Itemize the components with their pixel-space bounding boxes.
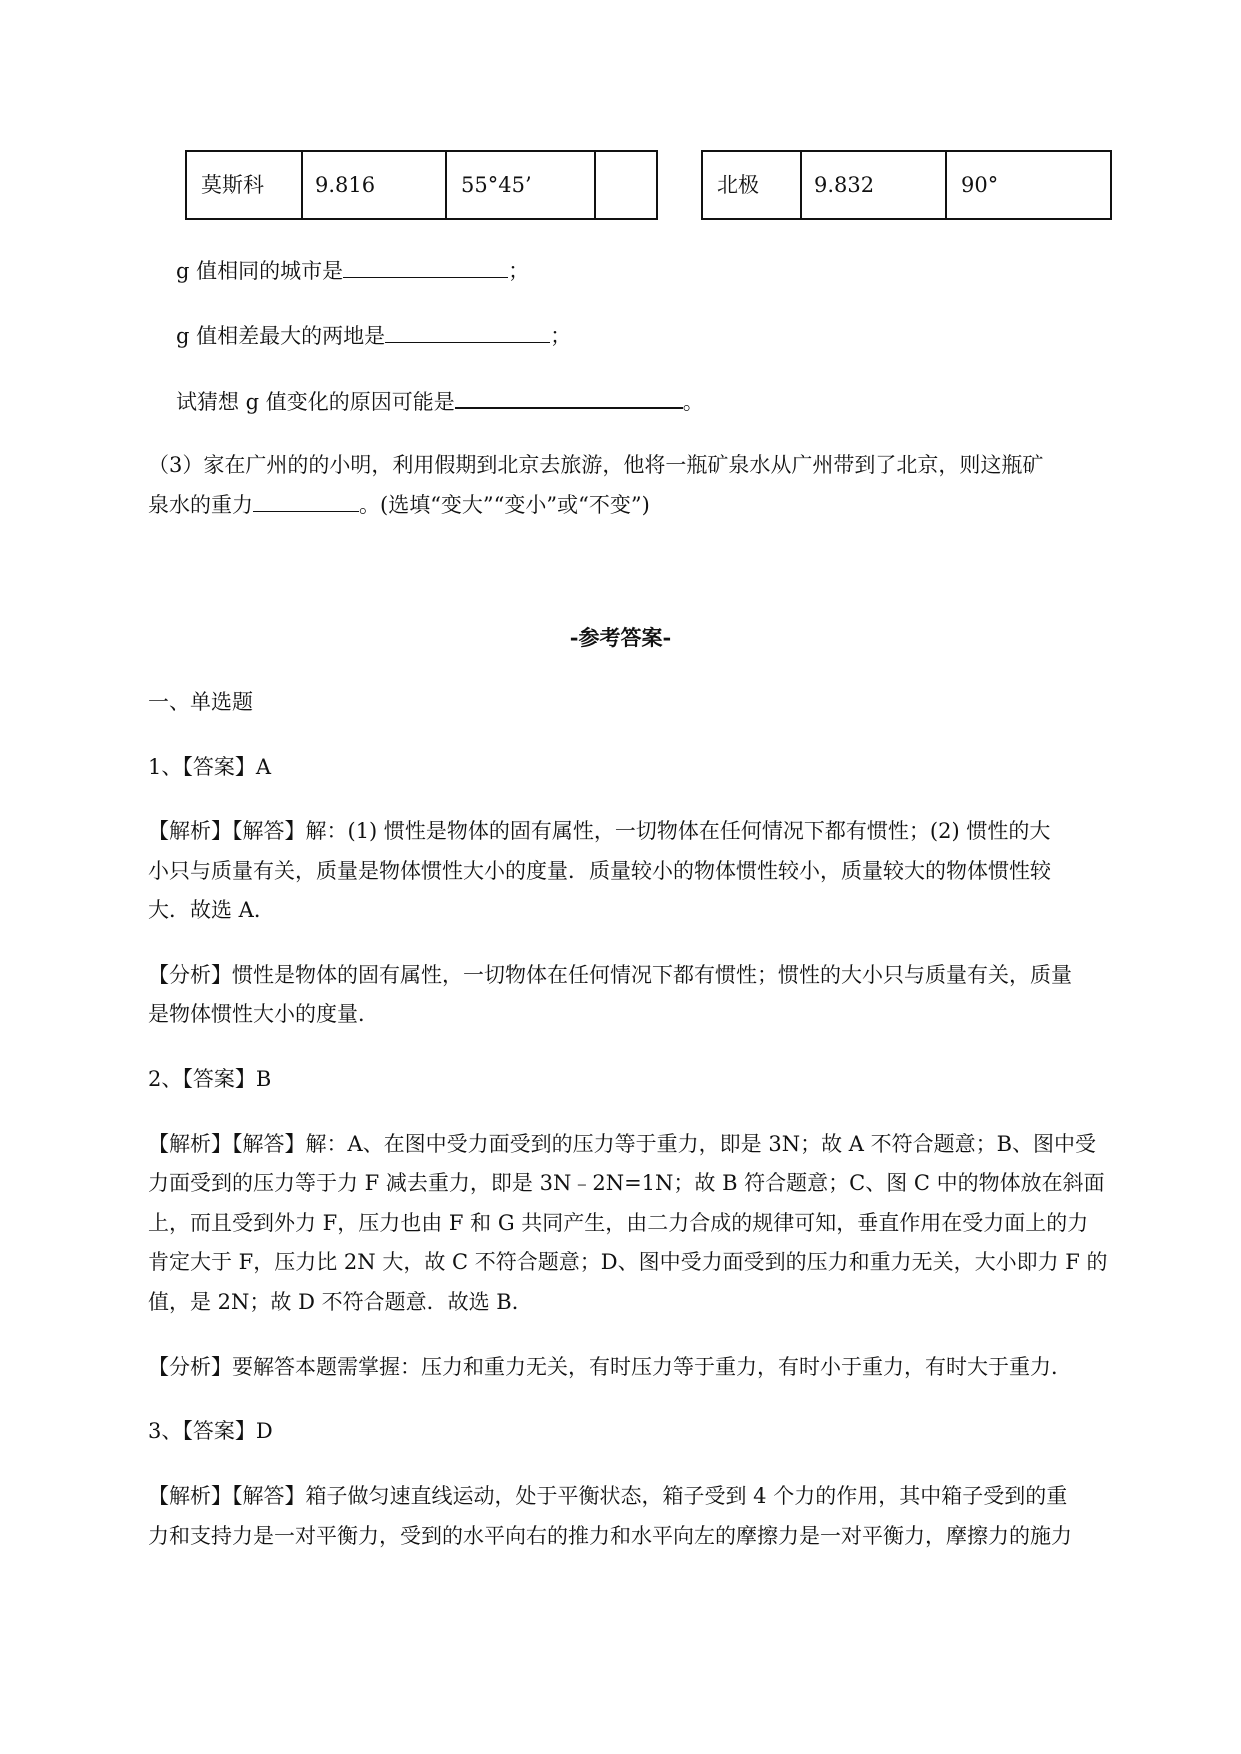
answer-blank[interactable]: [253, 489, 359, 512]
table-cell-g-value: 9.816: [301, 150, 447, 220]
analysis-line: 【解析】【解答】箱子做匀速直线运动，处于平衡状态，箱子受到 4 个力的作用，其中箱子受到的重: [148, 1484, 1068, 1508]
answer-blank[interactable]: [343, 255, 508, 278]
analysis-line: 值，是 2N；故 D 不符合题意．故选 B．: [148, 1290, 533, 1314]
question-text: 。(选填“变大”“变小”或“不变”): [359, 493, 650, 517]
question-line: [176, 255, 529, 286]
analysis-line: 力和支持力是一对平衡力，受到的水平向右的推力和水平向左的摩擦力是一对平衡力，摩擦力的施力: [148, 1524, 1072, 1548]
question-line: [176, 320, 571, 351]
answer-blank[interactable]: [455, 385, 683, 409]
analysis-line: 力面受到的压力等于力 F 减去重力，即是 3N﹣2N=1N；故 B 符合题意；C、图 C 中的物体放在斜面: [148, 1171, 1105, 1195]
gravity-table: [185, 150, 1110, 220]
analysis-line: 【解析】【解答】解：(1) 惯性是物体的固有属性，一切物体在任何情况下都有惯性；(2) 惯性的大: [148, 819, 1051, 843]
question-text: g 值相同的城市是: [176, 259, 344, 283]
question-text: 试猜想 g 值变化的原因可能是: [176, 390, 455, 414]
comment-line: 【分析】惯性是物体的固有属性，一切物体在任何情况下都有惯性；惯性的大小只与质量有关，质量: [148, 963, 1072, 987]
analysis-line: 【解析】【解答】解：A、在图中受力面受到的压力等于重力，即是 3N；故 A 不符合题意；B、图中受: [148, 1132, 1097, 1156]
question-text: ；: [508, 259, 530, 283]
question-text: 泉水的重力: [148, 493, 253, 517]
analysis-line: 上，而且受到外力 F，压力也由 F 和 G 共同产生，由二力合成的规律可知，垂直作用在受力面上的力: [148, 1211, 1089, 1235]
analysis-line: 肯定大于 F，压力比 2N 大，故 C 不符合题意；D、图中受力面受到的压力和重力无关，大小即力 F 的: [148, 1250, 1108, 1274]
answer-label: 2、【答案】B: [148, 1067, 272, 1091]
table-cell-city: 莫斯科: [185, 150, 303, 220]
question-line: （3）家在广州的的小明，利用假期到北京去旅游，他将一瓶矿泉水从广州带到了北京，则这瓶矿: [148, 453, 1044, 477]
answer-label: 3、【答案】D: [148, 1419, 273, 1443]
table-cell-city: 北极: [701, 150, 802, 220]
question-text: ；: [550, 324, 572, 348]
question-text: g 值相差最大的两地是: [176, 324, 386, 348]
table-cell-g-value: 9.832: [800, 150, 947, 220]
analysis-line: 大．故选 A．: [148, 898, 275, 922]
question-text: 。: [682, 390, 704, 414]
section-heading: 一、单选题: [148, 690, 253, 714]
answer-label: 1、【答案】A: [148, 755, 272, 779]
question-line: [148, 489, 650, 520]
answers-title: -参考答案-: [569, 625, 672, 650]
analysis-line: 小只与质量有关，质量是物体惯性大小的度量．质量较小的物体惯性较小，质量较大的物体惯性较: [148, 859, 1051, 883]
table-cell-latitude: 55°45’: [447, 150, 596, 220]
answer-blank[interactable]: [385, 320, 550, 343]
comment-line: 是物体惯性大小的度量．: [148, 1002, 379, 1026]
question-line: [176, 385, 704, 417]
comment-line: 【分析】要解答本题需掌握：压力和重力无关，有时压力等于重力，有时小于重力，有时大于重力．: [148, 1355, 1072, 1379]
table-cell-empty: [596, 150, 658, 220]
table-cell-latitude: 90°: [947, 150, 1112, 220]
